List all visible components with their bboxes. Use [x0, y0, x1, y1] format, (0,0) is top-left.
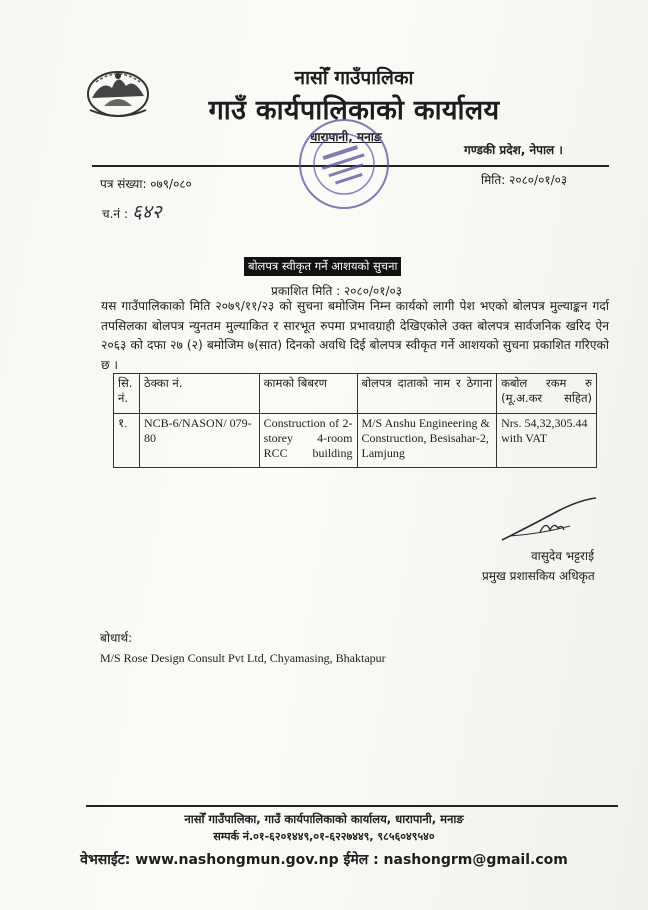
official-stamp-icon: [296, 116, 392, 212]
province-line: गण्डकी प्रदेश, नेपाल ।: [464, 143, 563, 157]
header-amount: कबोल रकम रु (मू.अ.कर सहित): [497, 374, 597, 414]
footer-contact: सम्पर्क नं.०१-६२०१४४९,०१-६२२७४४९, ९८५६०४९५४०: [213, 830, 435, 843]
cc-recipient: M/S Rose Design Consult Pvt Ltd, Chyamasing, Bhaktapur: [100, 651, 386, 665]
table-header-row: [114, 374, 597, 414]
header-description: कामको बिबरण: [259, 374, 357, 414]
cell-bidder: M/S Anshu Engineering & Construction, Besisahar-2, Lamjung: [357, 414, 497, 468]
published-date: प्रकाशित मिति : २०८०/०१/०३: [271, 284, 402, 298]
signature-icon: [500, 496, 600, 546]
signatory-name: वासुदेव भट्टराई: [531, 549, 594, 563]
footer-address: नासोँ गाउँपालिका, गाउँ कार्यपालिकाको कार्यालय, धारापानी, मनाङ: [184, 812, 464, 826]
municipality-name: नासोँ गाउँपालिका: [294, 67, 414, 89]
office-location: धारापानी, मनाङ: [310, 130, 382, 144]
reference-number: पत्र संख्या: ०७९/०८०: [100, 177, 192, 191]
cc-label: बोधार्थ:: [100, 631, 133, 645]
cell-contract: NCB-6/NASON/ 079-80: [139, 414, 259, 468]
dispatch-number-handwritten: ६४२: [132, 201, 162, 223]
header-contract: ठेक्का नं.: [139, 374, 259, 414]
cell-description: Construction of 2-storey 4-room RCC building: [259, 414, 357, 468]
notice-body: यस गाउँपालिकाको मिति २०७९/११/२३ को सुचना बमोजिम निम्न कार्यको लागी पेश भएको बोलपत्र मुल्याङ्कन गर्दा तपसिलका बोलपत्र न्युनतम मुल्याकित र सारभूत रुपमा प्रभावग्राही देखिएकोले उक्त बोलपत्र सार्वजनिक खरिद ऐन २०६३ को दफा २७ (२) बमोजिम ७(सात) दिनको अवधि दिई बोलपत्र स्वीकृत गर्ने आशयको सुचना प्रकाशित गरिएको छ ।: [101, 299, 609, 372]
letter-date: मिति: २०८०/०१/०३: [481, 173, 568, 187]
cell-sn: १.: [114, 414, 140, 468]
signatory-designation: प्रमुख प्रशासकिय अधिकृत: [482, 569, 595, 583]
dispatch-number-label: च.नं :: [102, 207, 128, 221]
table-row: [114, 414, 597, 468]
notice-title: बोलपत्र स्वीकृत गर्ने आशयको सुचना: [244, 257, 401, 276]
header-bidder: बोलपत्र दाताको नाम र ठेगाना: [357, 374, 497, 414]
office-name: गाउँ कार्यपालिकाको कार्यालय: [208, 95, 500, 126]
bid-table: [113, 373, 597, 468]
footer-web-email: वेभसाईट: www.nashongmun.gov.np ईमेल : nashongrm@gmail.com: [80, 852, 568, 868]
footer-divider: [86, 805, 618, 807]
cell-amount: Nrs. 54,32,305.44 with VAT: [497, 414, 597, 468]
header-sn: सि. नं.: [114, 374, 140, 414]
